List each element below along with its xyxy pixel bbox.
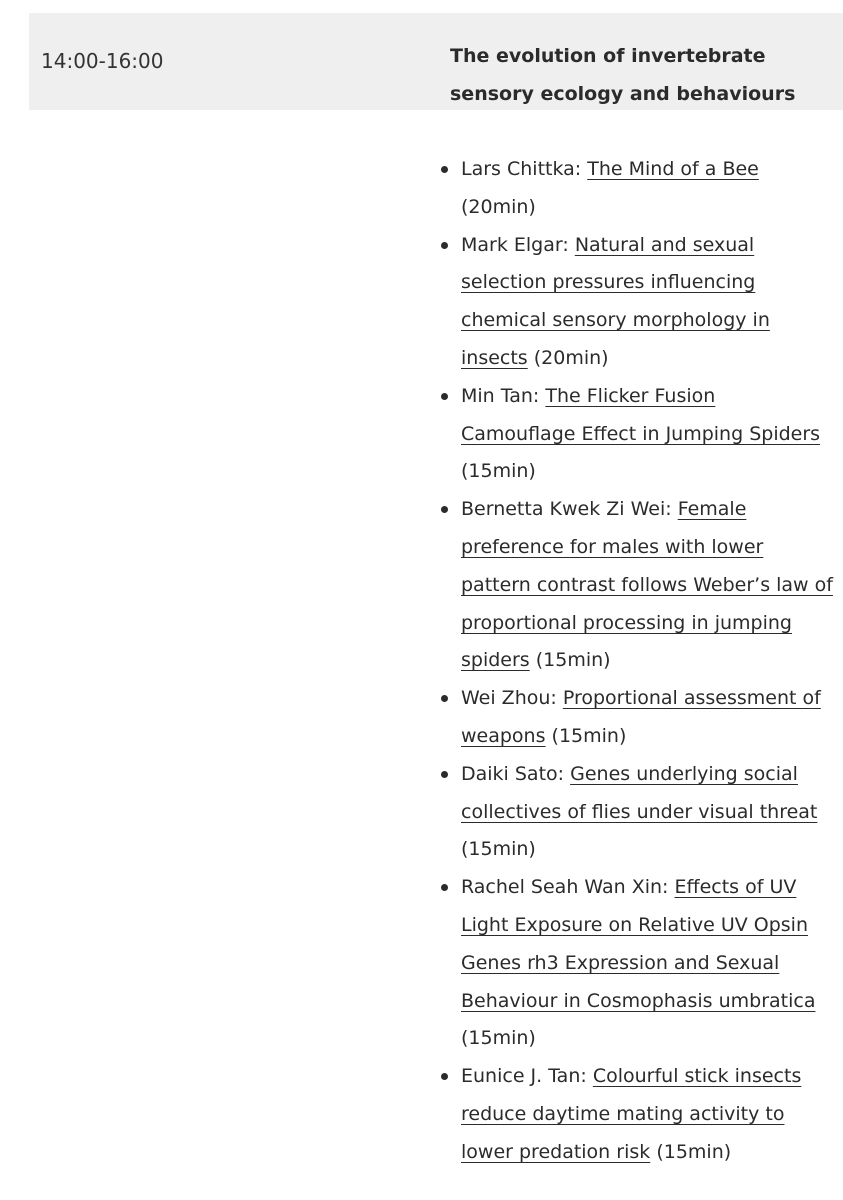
talk-duration: (15min) <box>656 1140 732 1163</box>
bullet-icon <box>441 771 448 778</box>
talk-item: Wei Zhou: Proportional assessment of weapons (15min) <box>461 680 833 756</box>
session-header-row <box>29 13 843 110</box>
talk-title-link[interactable]: Female preference for males with lower pattern contrast follows Weber’s law of proportional processing in jumping spiders <box>461 498 833 672</box>
talk-title-link[interactable]: Proportional assessment of weapons <box>461 687 821 747</box>
talk-duration: (15min) <box>461 1027 536 1050</box>
talk-item: Min Tan: The Flicker Fusion Camouflage Effect in Jumping Spiders (15min) <box>461 378 833 491</box>
talk-duration: (20min) <box>461 195 536 218</box>
talk-item: Rachel Seah Wan Xin: Effects of UV Light Exposure on Relative UV Opsin Genes rh3 Expression and Sexual Behaviour in Cosmophasis umbratica (15min) <box>461 869 833 1058</box>
talk-duration: (15min) <box>551 724 627 747</box>
bullet-icon <box>441 393 448 400</box>
talk-duration: (15min) <box>461 460 536 483</box>
talk-title-link[interactable]: The Mind of a Bee <box>587 158 759 180</box>
talk-speaker: Rachel Seah Wan Xin <box>461 876 663 899</box>
talk-speaker: Lars Chittka <box>461 158 575 180</box>
talk-title-link[interactable]: Genes underlying social collectives of flies under visual threat <box>461 762 818 823</box>
talk-item: Lars Chittka: The Mind of a Bee (20min) <box>461 151 833 227</box>
bullet-icon <box>441 242 448 249</box>
talk-speaker: Min Tan <box>461 384 533 407</box>
talk-title-link[interactable]: Effects of UV Light Exposure on Relative UV Opsin Genes rh3 Expression and Sexual Behaviour in Cosmophasis umbratica <box>461 876 816 1012</box>
talk-speaker: Eunice J. Tan <box>461 1065 581 1088</box>
bullet-icon <box>441 506 448 513</box>
talk-duration: (15min) <box>535 649 611 672</box>
bullet-icon <box>441 695 448 702</box>
session-time: 14:00-16:00 <box>41 49 164 73</box>
talk-title-link[interactable]: The Flicker Fusion Camouflage Effect in Jumping Spiders <box>461 384 821 445</box>
talk-item: Daiki Sato: Genes underlying social collectives of flies under visual threat (15min) <box>461 756 833 869</box>
talk-item: Mark Elgar: Natural and sexual selection pressures influencing chemical sensory morphology in insects (20min) <box>461 227 833 378</box>
bullet-icon <box>441 166 448 173</box>
talk-list <box>461 151 833 1172</box>
bullet-icon <box>441 884 448 891</box>
talk-speaker: Daiki Sato <box>461 762 558 785</box>
bullet-icon <box>441 1073 448 1080</box>
talk-item: Eunice J. Tan: Colourful stick insects reduce daytime mating activity to lower predation risk (15min) <box>461 1058 833 1171</box>
talk-item: Bernetta Kwek Zi Wei: Female preference for males with lower pattern contrast follows Weber’s law of proportional processing in jumping spiders (15min) <box>461 491 833 680</box>
talk-duration: (20min) <box>533 346 609 369</box>
talk-speaker: Bernetta Kwek Zi Wei <box>461 498 666 521</box>
session-title: The evolution of invertebrate sensory ecology and behaviours <box>450 45 796 105</box>
talk-title-link[interactable]: Natural and sexual selection pressures influencing chemical sensory morphology in insects <box>461 233 770 369</box>
talk-title-link[interactable]: Colourful stick insects reduce daytime mating activity to lower predation risk <box>461 1065 802 1163</box>
talk-speaker: Wei Zhou <box>461 687 551 710</box>
talk-duration: (15min) <box>461 838 536 861</box>
talk-speaker: Mark Elgar <box>461 233 563 256</box>
